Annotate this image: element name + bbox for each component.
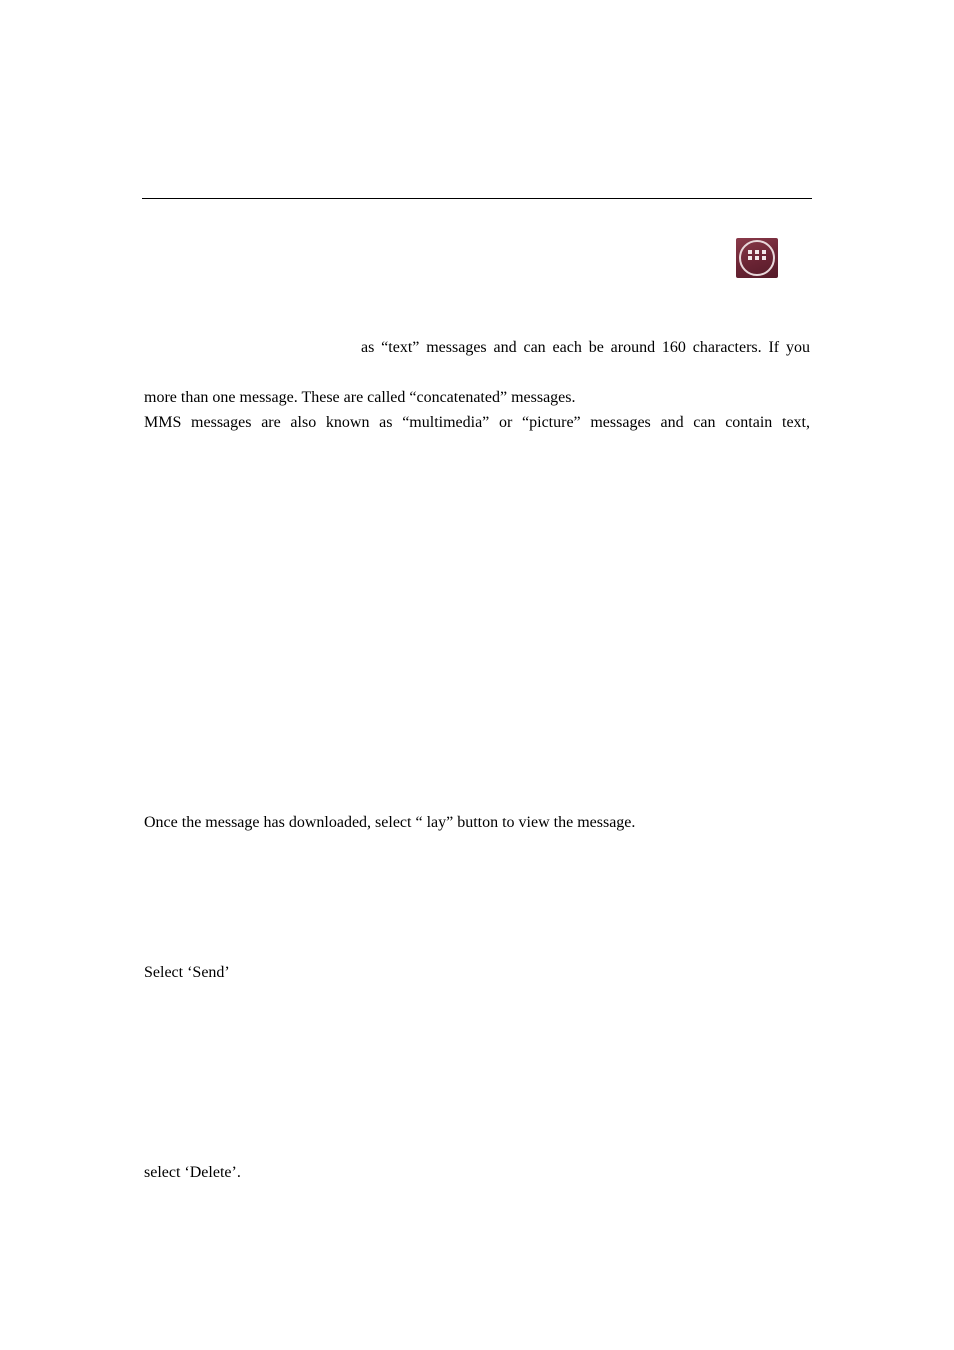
send-line: Select ‘Send’ xyxy=(144,964,230,981)
delete-line: select ‘Delete’. xyxy=(144,1164,241,1181)
apps-icon-dot xyxy=(748,250,752,254)
apps-icon-dot xyxy=(755,250,759,254)
header-rule xyxy=(142,198,812,199)
apps-icon-dot xyxy=(748,256,752,260)
apps-grid-icon xyxy=(736,238,778,278)
apps-icon-dot xyxy=(762,250,766,254)
download-line: Once the message has downloaded, select “ lay” button to view the message. xyxy=(144,814,636,831)
apps-icon-dot xyxy=(755,256,759,260)
sms-text-line: as “text” messages and can each be around 160 characters. If you xyxy=(361,339,810,356)
mms-line: MMS messages are also known as “multimedia” or “picture” messages and can contain text, xyxy=(144,414,810,431)
concatenated-line: more than one message. These are called “concatenated” messages. xyxy=(144,389,576,406)
apps-icon-dot xyxy=(762,256,766,260)
apps-icon-dots xyxy=(748,250,766,266)
